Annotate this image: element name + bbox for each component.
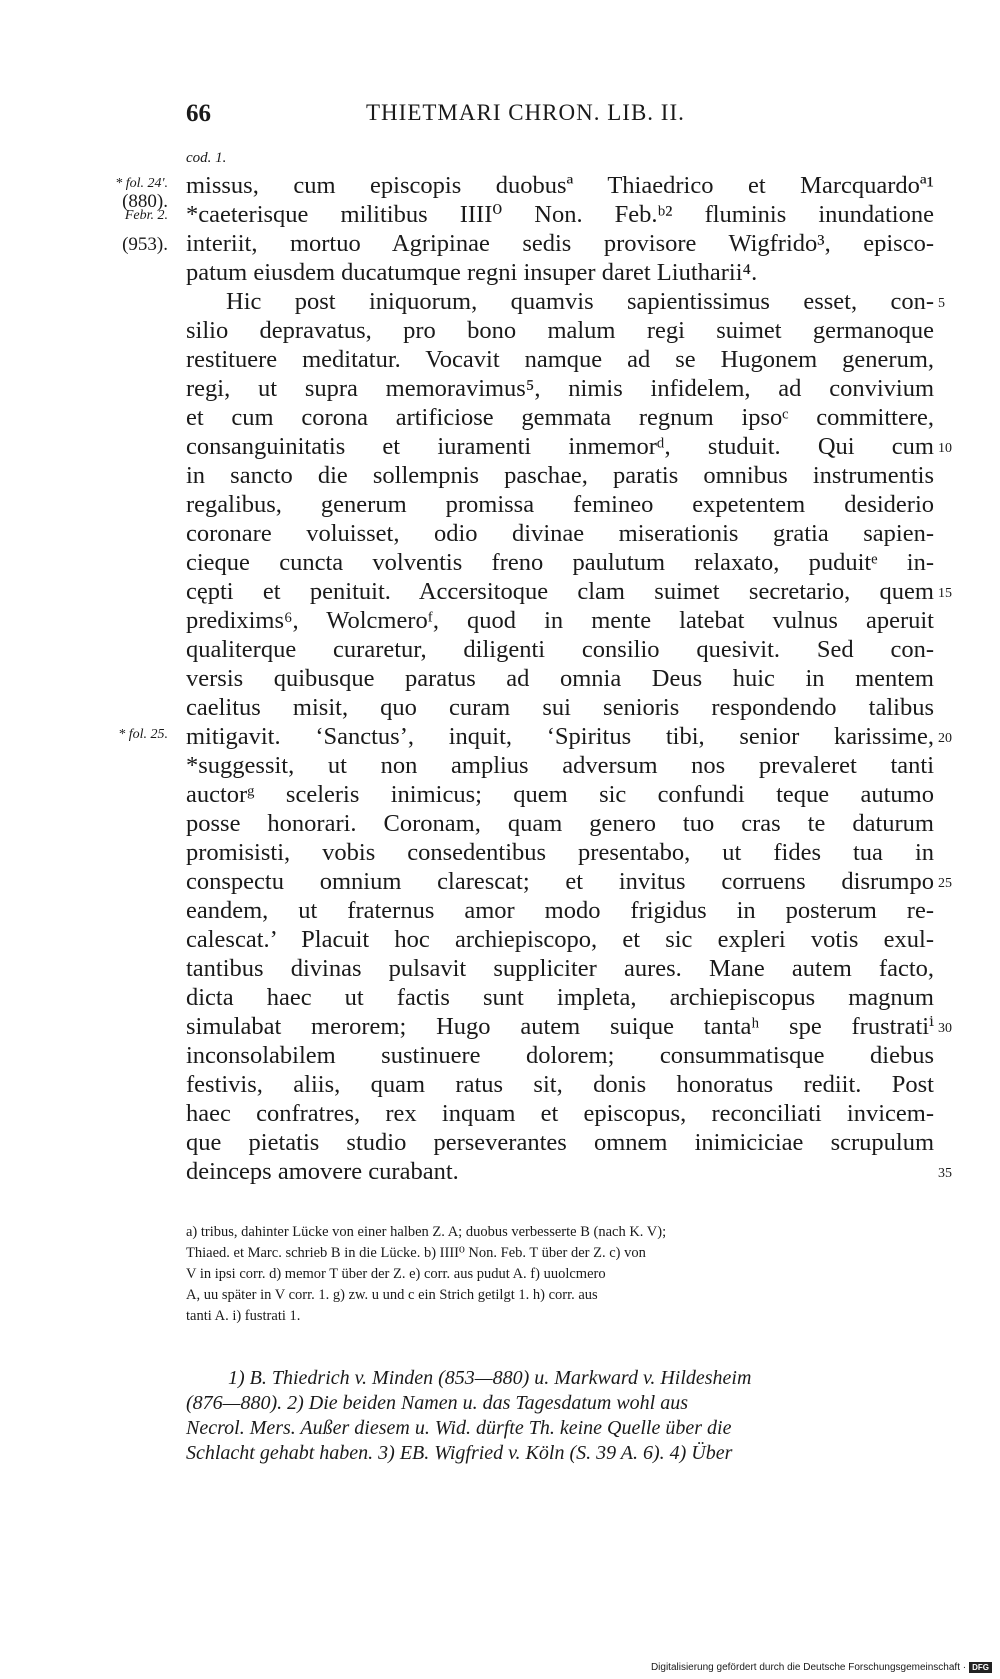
commentary-line: (876—880). 2) Die beiden Namen u. das Tagesdatum wohl aus [186, 1392, 689, 1414]
text-line: versis quibusque paratus ad omnia Deus huic in mentem [186, 665, 934, 692]
apparatus-line: V in ipsi corr. d) memor T über der Z. e) corr. aus pudut A. f) uuolcmero [186, 1266, 606, 1282]
text-line: consanguinitatis et iuramenti inmemorᵈ, studuit. Qui cum [186, 433, 934, 460]
credit-text: Digitalisierung gefördert durch die Deutsche Forschungsgemeinschaft · [650, 1662, 967, 1673]
line-number: 30 [938, 1021, 952, 1036]
line-number: 35 [938, 1166, 952, 1181]
text-line: interiit, mortuo Agripinae sedis provisore Wigfrido³, episco- [186, 230, 934, 257]
text-line: posse honorari. Coronam, quam genero tuo cras te daturum [186, 810, 934, 837]
text-line: coronare voluisset, odio divinae miserationis gratia sapien- [186, 520, 934, 547]
line-number: 25 [938, 876, 952, 891]
text-line: *caeterisque militibus IIII⁰ Non. Feb.ᵇ² fluminis inundatione [186, 201, 934, 228]
text-line: inconsolabilem sustinuere dolorem; consummatisque diebus [186, 1042, 934, 1069]
text-line: calescat.’ Placuit hoc archiepiscopo, et sic expleri votis exul- [186, 926, 934, 953]
commentary-notes [186, 1366, 934, 1466]
apparatus-line: Thiaed. et Marc. schrieb B in die Lücke. b) IIII⁰ Non. Feb. T über der Z. c) von [186, 1245, 646, 1261]
text-line: dicta haec ut factis sunt impleta, archiepiscopus magnum [186, 984, 934, 1011]
text-line: regalibus, generum promissa femineo expetentem desiderio [186, 491, 934, 518]
text-line: eandem, ut fraternus amor modo frigidus in posterum re- [186, 897, 934, 924]
commentary-line: 1) B. Thiedrich v. Minden (853—880) u. Markward v. Hildesheim [228, 1367, 752, 1389]
text-line: mitigavit. ‘Sanctus’, inquit, ‘Spiritus tibi, senior karissime, [186, 723, 934, 750]
margin-note: (880). [122, 190, 168, 212]
line-number: 15 [938, 586, 952, 601]
page-number: 66 [186, 100, 211, 127]
commentary-line: Schlacht gehabt haben. 3) EB. Wigfried v. Köln (S. 39 A. 6). 4) Über [186, 1442, 733, 1464]
text-line: festivis, aliis, quam ratus sit, donis honoratus rediit. Post [186, 1071, 934, 1098]
text-line: deinceps amovere curabant. [186, 1158, 459, 1185]
text-line: et cum corona artificiose gemmata regnum ipsoᶜ committere, [186, 404, 934, 431]
running-title: THIETMARI CHRON. LIB. II. [366, 100, 685, 125]
margin-note: * fol. 24'. [115, 176, 168, 191]
text-line: restituere meditatur. Vocavit namque ad se Hugonem generum, [186, 346, 934, 373]
text-line: qualiterque curaretur, diligenti consilio quesivit. Sed con- [186, 636, 934, 663]
text-line: tantibus divinas pulsavit suppliciter aures. Mane autem facto, [186, 955, 934, 982]
main-text [186, 171, 934, 1186]
margin-note: Febr. 2. [124, 207, 168, 223]
text-line: patum eiusdem ducatumque regni insuper daret Liutharii⁴. [186, 259, 758, 286]
text-line: predixims⁶, Wolcmeroᶠ, quod in mente latebat vulnus aperuit [186, 607, 934, 634]
text-line: auctorᵍ sceleris inimicus; quem sic confundi teque autumo [186, 781, 934, 808]
line-number: 10 [938, 441, 952, 456]
cod-note: cod. 1. [186, 150, 227, 166]
text-line: silio depravatus, pro bono malum regi suimet germanoque [186, 317, 934, 344]
text-line: conspectu omnium clarescat; et invitus corruens disrumpo [186, 868, 934, 895]
text-line: regi, ut supra memoravimus⁵, nimis infidelem, ad convivium [186, 375, 934, 402]
text-line: promisisti, vobis consedentibus presentabo, ut fides tua in [186, 839, 934, 866]
text-line: cępti et penituit. Accersitoque clam suimet secretario, quem [186, 578, 934, 605]
text-line: missus, cum episcopis duobusª Thiaedrico et Marcquardoª¹ [186, 172, 934, 199]
text-line: Hic post iniquorum, quamvis sapientissimus esset, con- [226, 288, 934, 315]
text-line: haec confratres, rex inquam et episcopus, reconciliati invicem- [186, 1100, 934, 1127]
margin-note: (953). [122, 234, 168, 255]
margin-note: * fol. 25. [118, 727, 168, 742]
text-line: que pietatis studio perseverantes omnem inimiciciae scrupulum [186, 1129, 934, 1156]
dfg-logo: DFG [969, 1662, 992, 1673]
apparatus-line: tanti A. i) fustrati 1. [186, 1308, 301, 1324]
commentary-line: Necrol. Mers. Außer diesem u. Wid. dürfte Th. keine Quelle über die [186, 1417, 732, 1439]
apparatus-line: a) tribus, dahinter Lücke von einer halben Z. A; duobus verbesserte B (nach K. V); [186, 1224, 667, 1240]
line-number: 5 [938, 296, 945, 311]
line-number: 20 [938, 731, 952, 746]
text-line: in sancto die sollempnis paschae, paratis omnibus instrumentis [186, 462, 934, 489]
text-line: *suggessit, ut non amplius adversum nos prevaleret tanti [186, 752, 934, 779]
text-line: cieque cuncta volventis freno paulutum relaxato, puduitᵉ in- [186, 549, 934, 576]
apparatus-line: A, uu später in V corr. 1. g) zw. u und c ein Strich getilgt 1. h) corr. aus [186, 1287, 598, 1303]
footer-credit [651, 1662, 992, 1673]
text-line: simulabat merorem; Hugo autem suique tantaʰ spe frustratiⁱ [186, 1013, 934, 1040]
critical-apparatus [186, 1222, 934, 1327]
text-line: caelitus misit, quo curam sui senioris respondendo talibus [186, 694, 934, 721]
